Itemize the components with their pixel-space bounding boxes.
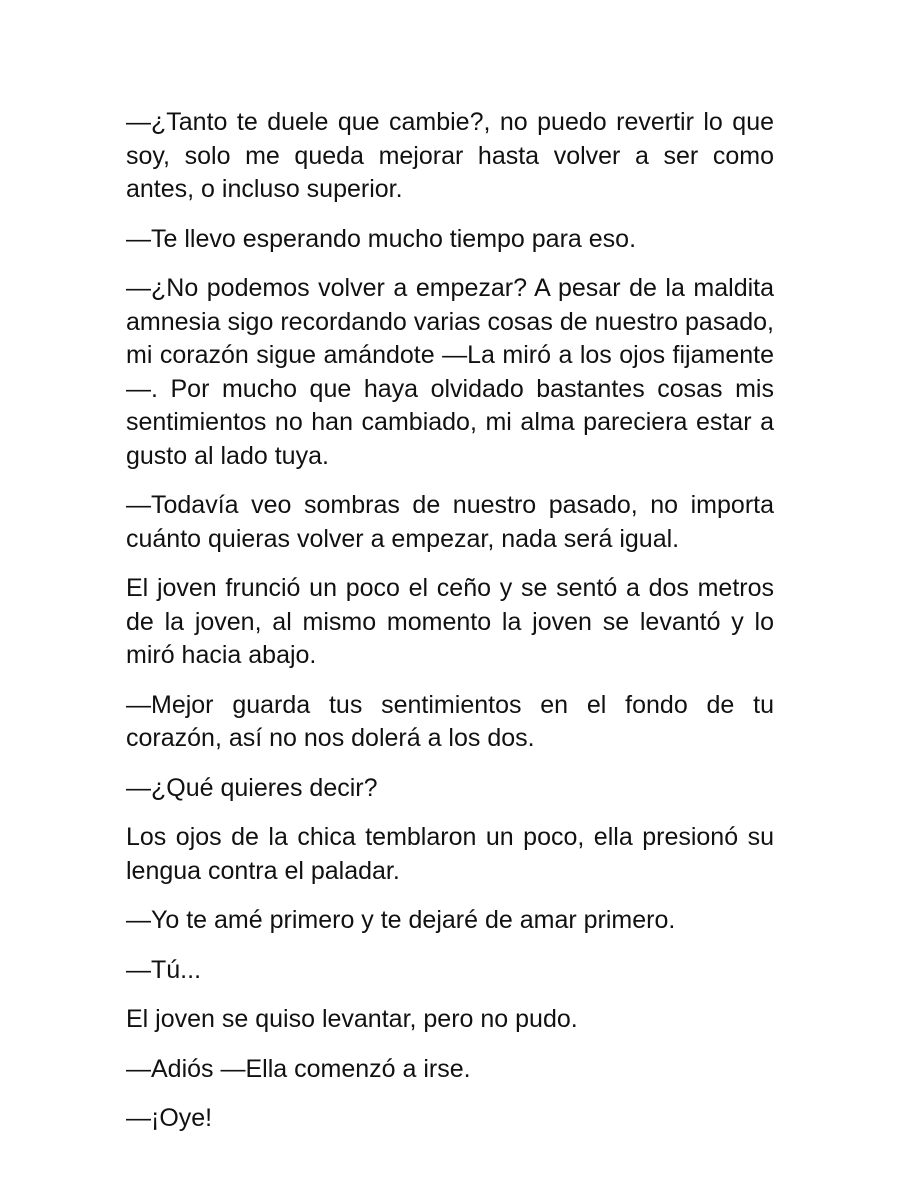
paragraph: —¡Oye! bbox=[126, 1104, 213, 1132]
paragraph: —Todavía veo sombras de nuestro pasado, no importa cuánto quieras volver a empezar, nada será igual. bbox=[126, 491, 774, 553]
body-text bbox=[126, 106, 774, 1136]
paragraph: —¿Tanto te duele que cambie?, no puedo revertir lo que soy, solo me queda mejorar hasta volver a ser como antes, o incluso superior. bbox=[126, 108, 774, 203]
paragraph: El joven frunció un poco el ceño y se sentó a dos metros de la joven, al mismo momento la joven se levantó y lo miró hacia abajo. bbox=[126, 574, 774, 669]
paragraph: —Mejor guarda tus sentimientos en el fondo de tu corazón, así no nos dolerá a los dos. bbox=[126, 690, 774, 752]
paragraph: Los ojos de la chica temblaron un poco, ella presionó su lengua contra el paladar. bbox=[126, 823, 774, 885]
paragraph: —¿No podemos volver a empezar? A pesar de la maldita amnesia sigo recordando varias cosas de nuestro pasado, mi corazón sigue amándote —La miró a los ojos fijamente—. Por mucho que haya olvidado bastantes cosas mis sentimientos no han cambiado, mi alma pareciera estar a gusto al lado tuya. bbox=[126, 274, 774, 470]
paragraph: —Adiós —Ella comenzó a irse. bbox=[126, 1054, 471, 1083]
paragraph: —Yo te amé primero y te dejaré de amar primero. bbox=[126, 906, 676, 934]
paragraph: —Tú... bbox=[126, 955, 202, 984]
paragraph: El joven se quiso levantar, pero no pudo. bbox=[126, 1005, 578, 1033]
paragraph: —Te llevo esperando mucho tiempo para eso. bbox=[126, 224, 637, 253]
paragraph: —¿Qué quieres decir? bbox=[126, 773, 378, 802]
